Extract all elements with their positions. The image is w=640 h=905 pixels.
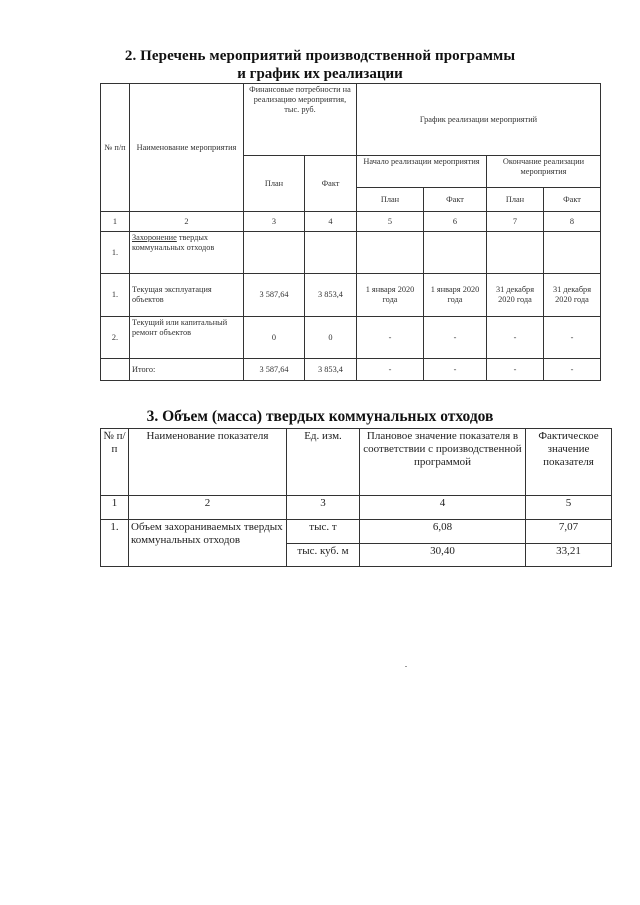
row-unit: тыс. т — [287, 520, 360, 544]
row-name-underlined: Захоронение — [132, 233, 177, 242]
colnum: 5 — [526, 496, 612, 520]
header-actual: Фактическое значение показателя — [526, 429, 612, 496]
row-end-plan: - — [487, 359, 544, 381]
header-finance-fact: Факт — [305, 156, 357, 212]
row-num: 1. — [101, 274, 130, 317]
colnum: 4 — [360, 496, 526, 520]
header-planned: Плановое значение показателя в соответствии с производственной программой — [360, 429, 526, 496]
colnum: 2 — [130, 212, 244, 232]
row-planned: 6,08 — [360, 520, 526, 544]
row-end-fact: 31 декабря 2020 года — [544, 274, 601, 317]
row-start-plan: 1 января 2020 года — [357, 274, 424, 317]
row-start-fact: - — [424, 317, 487, 359]
row-actual: 7,07 — [526, 520, 612, 544]
header-end: Окончание реализации мероприятия — [487, 156, 601, 188]
row-end-fact: - — [544, 317, 601, 359]
activities-table — [100, 83, 601, 381]
table-row — [101, 317, 601, 359]
column-numbers-row — [101, 496, 612, 520]
header-name: Наименование мероприятия — [130, 84, 244, 212]
row-fact: 0 — [305, 317, 357, 359]
colnum: 4 — [305, 212, 357, 232]
colnum: 3 — [244, 212, 305, 232]
row-start-fact: 1 января 2020 года — [424, 274, 487, 317]
row-start-plan: - — [357, 359, 424, 381]
header-schedule: График реализации мероприятий — [357, 84, 601, 156]
row-end-plan: 31 декабря 2020 года — [487, 274, 544, 317]
row-start-fact: - — [424, 359, 487, 381]
header-end-fact: Факт — [544, 188, 601, 212]
table-row — [101, 520, 612, 544]
row-name-rest: твердых коммунальных отходов — [132, 233, 215, 252]
section3-title: 3. Объем (масса) твердых коммунальных отходов — [146, 408, 494, 425]
colnum: 5 — [357, 212, 424, 232]
row-name: Текущий или капитальный ремонт объектов — [130, 317, 244, 359]
header-start-fact: Факт — [424, 188, 487, 212]
row-plan: 0 — [244, 317, 305, 359]
row-actual: 33,21 — [526, 544, 612, 567]
row-plan — [244, 232, 305, 274]
colnum: 7 — [487, 212, 544, 232]
header-start: Начало реализации мероприятия — [357, 156, 487, 188]
waste-volume-table — [100, 428, 612, 567]
colnum: 2 — [129, 496, 287, 520]
colnum: 3 — [287, 496, 360, 520]
header-num: № п/п — [101, 84, 130, 212]
row-planned: 30,40 — [360, 544, 526, 567]
colnum: 6 — [424, 212, 487, 232]
column-numbers-row — [101, 212, 601, 232]
total-row — [101, 359, 601, 381]
row-start-plan — [357, 232, 424, 274]
row-num: 2. — [101, 317, 130, 359]
header-end-plan: План — [487, 188, 544, 212]
row-name: Объем захораниваемых твердых коммунальных отходов — [129, 520, 287, 567]
row-start-plan: - — [357, 317, 424, 359]
table-row — [101, 232, 601, 274]
header-start-plan: План — [357, 188, 424, 212]
header-finance: Финансовые потребности на реализацию мероприятия, тыс. руб. — [244, 84, 357, 156]
table-row — [101, 274, 601, 317]
row-name: Итого: — [130, 359, 244, 381]
header-unit: Ед. изм. — [287, 429, 360, 496]
row-plan: 3 587,64 — [244, 359, 305, 381]
row-num: 1. — [101, 232, 130, 274]
row-fact: 3 853,4 — [305, 359, 357, 381]
colnum: 1 — [101, 212, 130, 232]
row-end-plan — [487, 232, 544, 274]
row-num: 1. — [101, 520, 129, 567]
row-num — [101, 359, 130, 381]
row-fact — [305, 232, 357, 274]
row-end-fact — [544, 232, 601, 274]
row-plan: 3 587,64 — [244, 274, 305, 317]
row-start-fact — [424, 232, 487, 274]
header-num: № п/п — [101, 429, 129, 496]
row-name: Текущая эксплуатация объектов — [130, 274, 244, 317]
row-end-plan: - — [487, 317, 544, 359]
row-unit: тыс. куб. м — [287, 544, 360, 567]
header-name: Наименование показателя — [129, 429, 287, 496]
row-end-fact: - — [544, 359, 601, 381]
section2-title-line2: и график их реализации — [237, 66, 403, 82]
row-name — [130, 232, 244, 274]
colnum: 8 — [544, 212, 601, 232]
section2-title-line1: 2. Перечень мероприятий производственной программы — [124, 48, 516, 64]
scan-speck — [405, 666, 407, 667]
colnum: 1 — [101, 496, 129, 520]
row-fact: 3 853,4 — [305, 274, 357, 317]
header-finance-plan: План — [244, 156, 305, 212]
